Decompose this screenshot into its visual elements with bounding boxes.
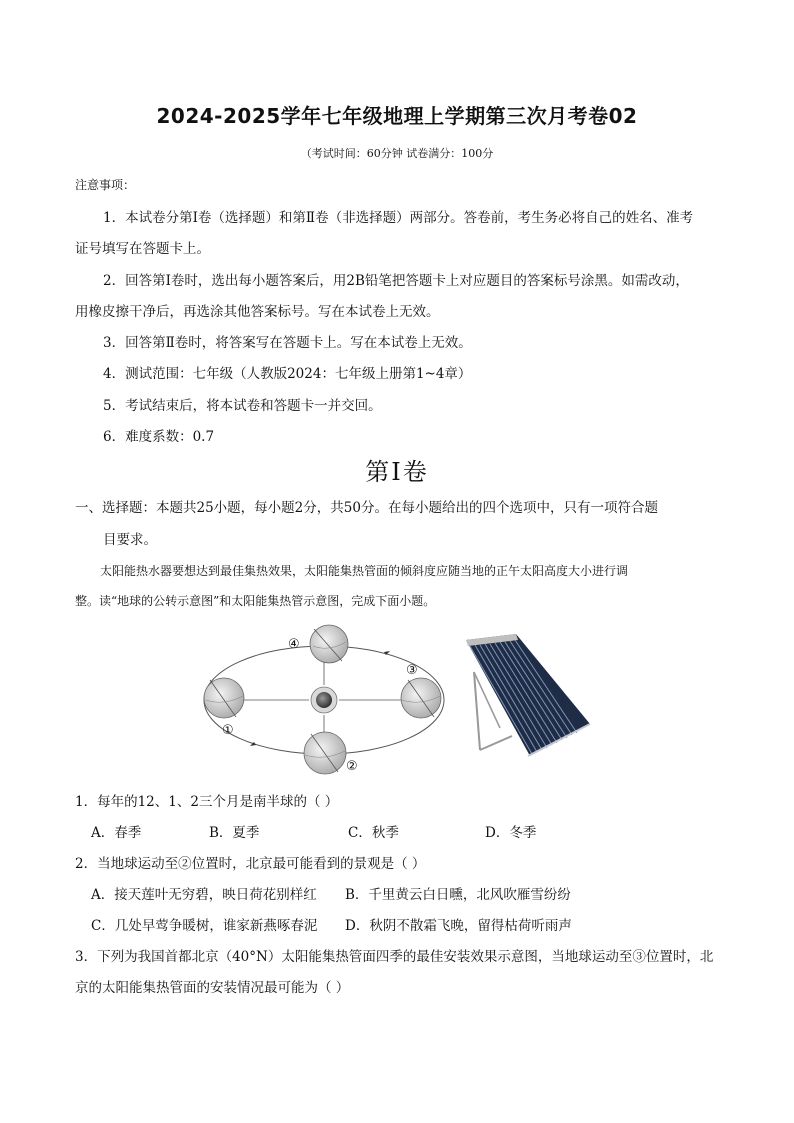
question-3-stem-cont: 京的太阳能集热管面的安装情况最可能为（ ） xyxy=(75,980,350,996)
notice-item: 证号填写在答题卡上。 xyxy=(75,241,210,257)
position-label-2: ② xyxy=(346,759,358,774)
option-b[interactable]: B．千里黄云白日曛，北风吹雁雪纷纷 xyxy=(345,887,571,903)
material-text-cont: 整。读“地球的公转示意图”和太阳能集热管示意图，完成下面小题。 xyxy=(75,594,436,608)
position-label-1: ① xyxy=(222,723,234,738)
section-instruction: 一、选择题：本题共25小题，每小题2分，共50分。在每小题给出的四个选项中，只有一项符合题 xyxy=(75,500,658,516)
globe-icon xyxy=(304,732,346,774)
option-b[interactable]: B．夏季 xyxy=(209,825,260,841)
option-d[interactable]: D．秋阴不散霜飞晚，留得枯荷听雨声 xyxy=(345,918,572,934)
exam-info: （考试时间：60分钟 试卷满分：100分 xyxy=(300,147,494,160)
notice-item: 2．回答第Ⅰ卷时，选出每小题答案后，用2B铅笔把答题卡上对应题目的答案标号涂黑。如需改动， xyxy=(103,273,689,289)
section-title: 第Ⅰ卷 xyxy=(365,458,429,486)
globe-icon xyxy=(401,678,441,718)
section-instruction-cont: 目要求。 xyxy=(103,532,157,548)
option-a[interactable]: A．接天莲叶无穷碧，映日荷花别样红 xyxy=(91,887,317,903)
option-a[interactable]: A．春季 xyxy=(91,825,142,841)
page-title: 2024-2025学年七年级地理上学期第三次月考卷02 xyxy=(156,104,638,128)
earth-revolution-diagram xyxy=(196,622,456,778)
globe-icon xyxy=(204,678,244,718)
notice-item: 5．考试结束后，将本试卷和答题卡一并交回。 xyxy=(103,398,382,414)
position-label-3: ③ xyxy=(406,663,418,678)
position-label-4: ④ xyxy=(288,637,300,652)
question-2-stem: 2．当地球运动至②位置时，北京最可能看到的景观是（ ） xyxy=(75,856,426,872)
question-1-stem: 1．每年的12、1、2三个月是南半球的（ ） xyxy=(75,794,339,810)
notice-item: 3．回答第Ⅱ卷时，将答案写在答题卡上。写在本试卷上无效。 xyxy=(103,335,472,351)
sun-icon xyxy=(311,687,337,713)
option-c[interactable]: C．几处早莺争暖树，谁家新燕啄春泥 xyxy=(91,918,318,934)
question-3-stem: 3．下列为我国首都北京（40°N）太阳能集热管面四季的最佳安装效果示意图，当地球运动至③位置时，北 xyxy=(75,949,714,965)
solar-collector-image xyxy=(460,632,595,764)
material-text: 太阳能热水器要想达到最佳集热效果，太阳能集热管面的倾斜度应随当地的正午太阳高度大小进行调 xyxy=(100,564,629,578)
option-d[interactable]: D．冬季 xyxy=(485,825,537,841)
notice-item: 6．难度系数：0.7 xyxy=(103,429,215,445)
notice-heading: 注意事项： xyxy=(75,178,136,192)
globe-icon xyxy=(310,625,348,663)
notice-item: 1．本试卷分第Ⅰ卷（选择题）和第Ⅱ卷（非选择题）两部分。答卷前，考生务必将自己的姓名、准考 xyxy=(103,210,694,226)
option-c[interactable]: C．秋季 xyxy=(348,825,399,841)
notice-item: 4．测试范围：七年级（人教版2024：七年级上册第1~4章） xyxy=(103,366,472,382)
notice-item: 用橡皮擦干净后，再选涂其他答案标号。写在本试卷上无效。 xyxy=(75,304,440,320)
